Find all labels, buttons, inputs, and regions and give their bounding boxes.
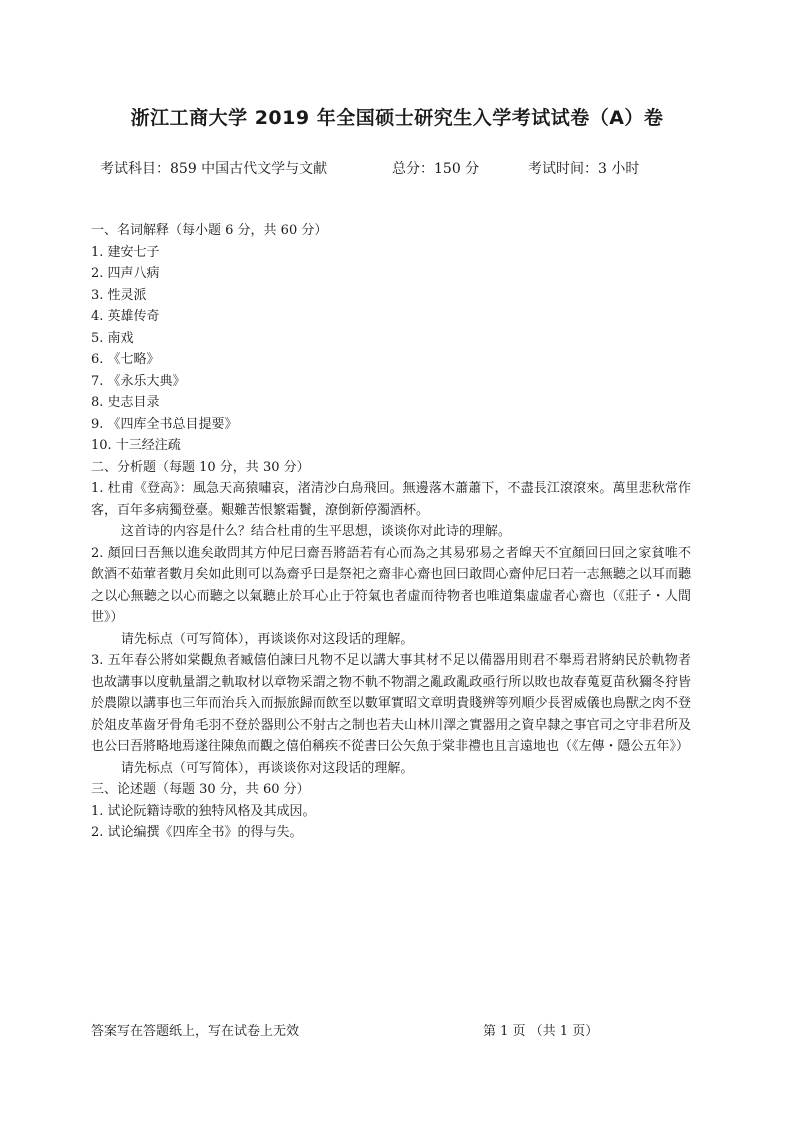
term-item: 8. 史志目录 — [91, 395, 160, 410]
term-item: 1. 建安七子 — [91, 244, 160, 260]
analysis-question-2-prompt: 请先标点（可写简体），再谈谈你对这段话的理解。 — [120, 631, 414, 647]
essay-item: 2. 试论编撰《四库全书》的得与失。 — [91, 825, 303, 840]
term-item: 9. 《四库全书总目提要》 — [91, 416, 238, 432]
analysis-question-1-prompt: 这首诗的内容是什么？结合杜甫的生平思想，谈谈你对此诗的理解。 — [120, 524, 511, 539]
term-item: 3. 性灵派 — [91, 287, 147, 303]
analysis-question-3-prompt: 请先标点（可写简体），再谈谈你对这段话的理解。 — [120, 760, 414, 776]
term-item: 6. 《七略》 — [91, 352, 160, 367]
term-item: 2. 四声八病 — [91, 266, 160, 281]
term-item: 7. 《永乐大典》 — [91, 373, 186, 389]
exam-duration: 考试时间：3 小时 — [528, 161, 640, 177]
term-item: 4. 英雄传奇 — [91, 309, 160, 324]
footer-note: 答案写在答题纸上，写在试卷上无效 — [91, 1024, 300, 1039]
exam-title: 浙江工商大学 2019 年全国硕士研究生入学考试试卷（A）卷 — [130, 107, 664, 129]
section-1-heading: 一、名词解释（每小题 6 分，共 60 分） — [91, 223, 328, 238]
section-3-heading: 三、论述题（每题 30 分，共 60 分） — [91, 782, 310, 797]
page-number: 第 1 页 （共 1 页） — [483, 1024, 599, 1039]
essay-item: 1. 试论阮籍诗歌的独特风格及其成因。 — [91, 803, 316, 819]
exam-subject: 考试科目：859 中国古代文学与文献 — [100, 161, 328, 177]
analysis-question-3: 3. 五年春公將如棠觀魚者臧僖伯諫曰凡物不足以講大事其材不足以備器用則君不舉焉君將納民於軌物者也故講事以度軌量謂之軌取材以章物采謂之物不軌不物謂之亂政亂政亟行所以敗也故春蒐夏苗秋獮冬狩皆於農隙以講事也三年而治兵入而振旅歸而飲至以數軍實昭文章明貴賤辨等列順少長習威儀也鳥獸之肉不登於俎皮革齒牙骨角毛羽不登於器則公不射古之制也若夫山林川澤之實器用之資皁隸之事官司之守非君所及也公曰吾將略地焉遂往陳魚而觀之僖伯稱疾不從書曰公矢魚于棠非禮也且言遠地也（《左傳・隱公五年》） — [91, 653, 691, 754]
exam-content — [91, 220, 691, 844]
analysis-question-1: 1. 杜甫《登高》：風急天高猿嘯哀，渚清沙白鳥飛回。無邊落木蕭蕭下，不盡長江滾滾來。萬里悲秋常作客，百年多病獨登臺。艱難苦恨繁霜鬢，潦倒新停濁酒杯。 — [91, 481, 691, 518]
analysis-question-2: 2. 顏回曰吾無以進矣敢問其方仲尼曰齋吾將語若有心而為之其易邪易之者皡天不宜顏回曰回之家貧唯不飲酒不茹葷者數月矣如此則可以為齋乎曰是祭祀之齋非心齋也回曰敢問心齋仲尼曰若一志無聽之以耳而聽之以心無聽之以心而聽之以氣聽止於耳心止于符氣也者虛而待物者也唯道集虛虛者心齋也（《莊子・人間世》） — [91, 545, 691, 625]
exam-total-score: 总分：150 分 — [392, 161, 480, 177]
term-item: 10. 十三经注疏 — [91, 438, 181, 453]
section-2-heading: 二、分析题（每题 10 分，共 30 分） — [91, 459, 310, 475]
term-item: 5. 南戏 — [91, 330, 134, 346]
